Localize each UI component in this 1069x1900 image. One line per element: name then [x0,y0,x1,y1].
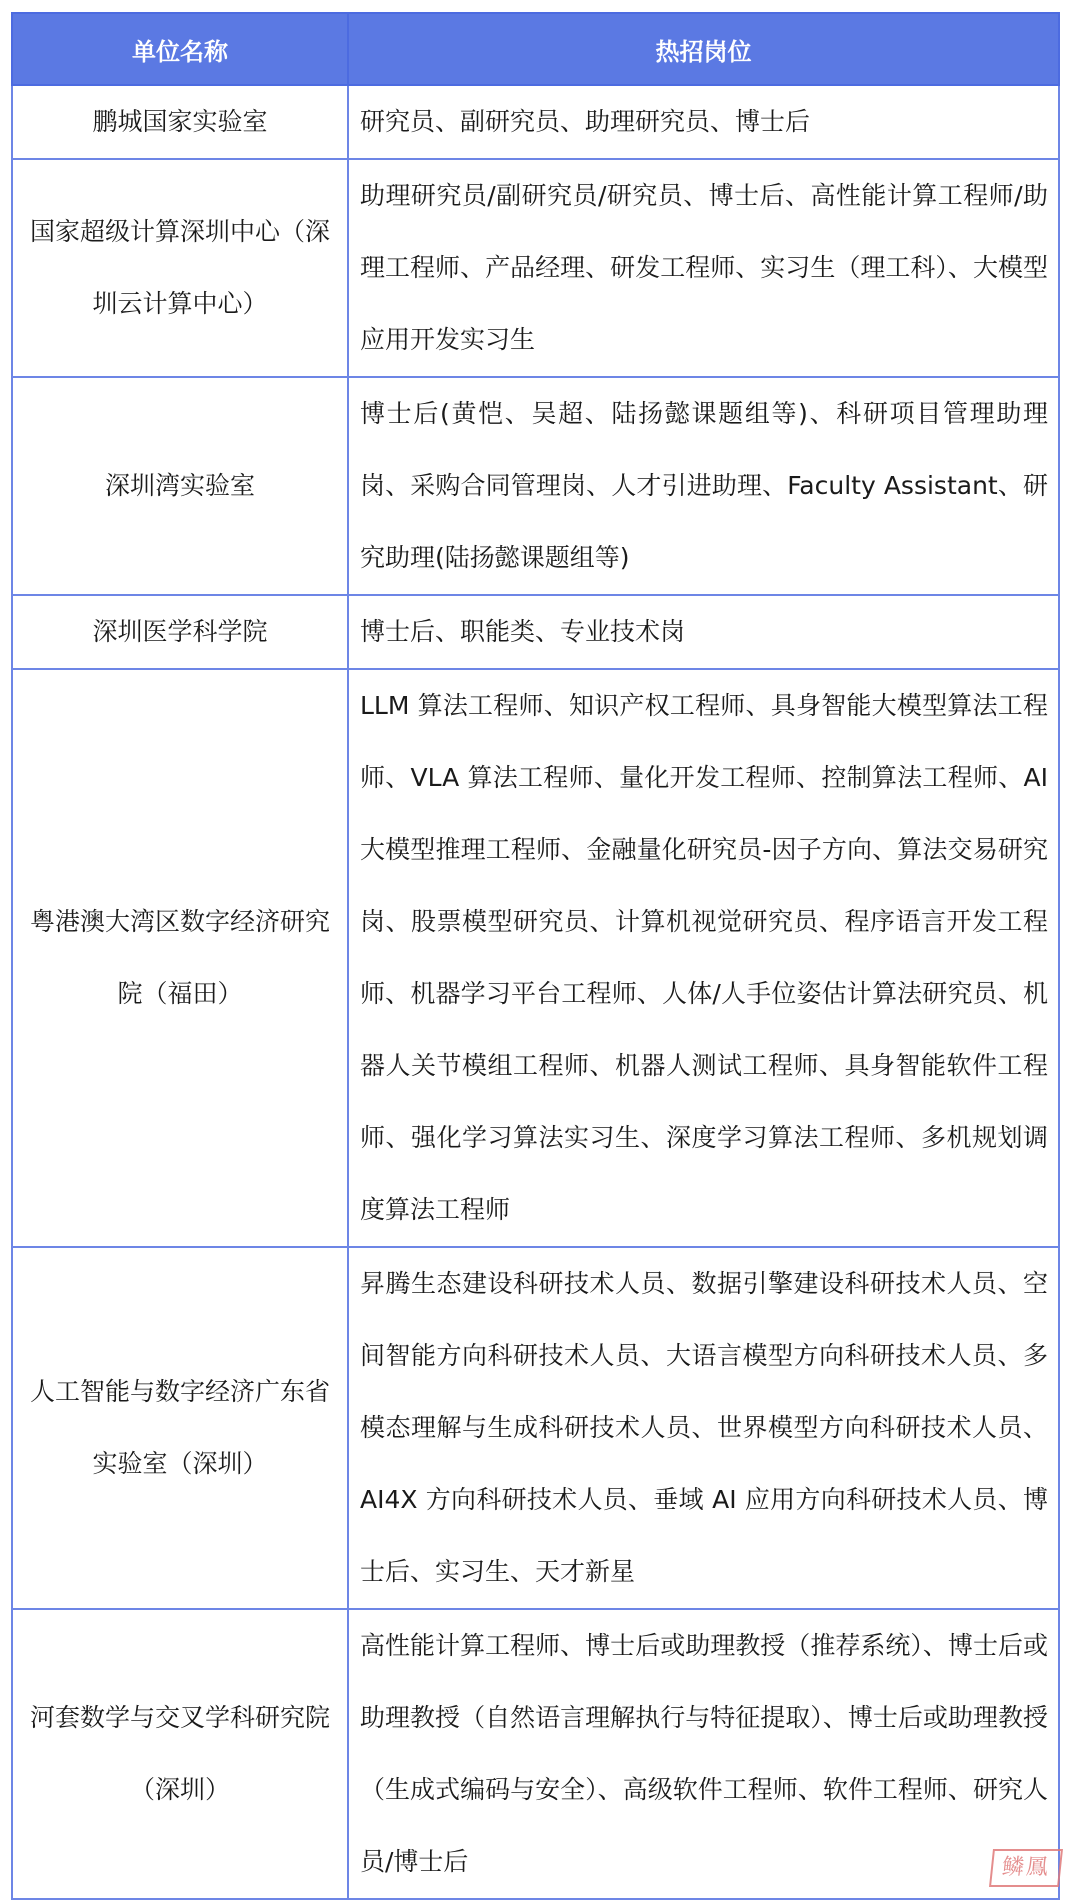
table-row [12,377,1059,595]
jobs-cell: 高性能计算工程师、博士后或助理教授（推荐系统）、博士后或助理教授（自然语言理解执行与特征提取）、博士后或助理教授（生成式编码与安全）、高级软件工程师、软件工程师、研究人员/博士后 [348,1609,1059,1899]
unit-cell: 国家超级计算深圳中心（深圳云计算中心） [12,159,348,377]
jobs-cell: 博士后、职能类、专业技术岗 [348,595,1059,669]
unit-cell: 深圳湾实验室 [12,377,348,595]
jobs-cell: 研究员、副研究员、助理研究员、博士后 [348,85,1059,159]
jobs-cell: 助理研究员/副研究员/研究员、博士后、高性能计算工程师/助理工程师、产品经理、研发工程师、实习生（理工科）、大模型应用开发实习生 [348,159,1059,377]
jobs-cell: 昇腾生态建设科研技术人员、数据引擎建设科研技术人员、空间智能方向科研技术人员、大语言模型方向科研技术人员、多模态理解与生成科研技术人员、世界模型方向科研技术人员、AI4X 方向科研技术人员、垂域 AI 应用方向科研技术人员、博士后、实习生、天才新星 [348,1247,1059,1609]
jobs-cell: 博士后(黄恺、吴超、陆扬懿课题组等)、科研项目管理助理岗、采购合同管理岗、人才引进助理、Faculty Assistant、研究助理(陆扬懿课题组等) [348,377,1059,595]
table-row [12,1609,1059,1899]
table-row [12,1247,1059,1609]
table-row [12,669,1059,1247]
jobs-cell: LLM 算法工程师、知识产权工程师、具身智能大模型算法工程师、VLA 算法工程师、量化开发工程师、控制算法工程师、AI 大模型推理工程师、金融量化研究员-因子方向、算法交易研究岗、股票模型研究员、计算机视觉研究员、程序语言开发工程师、机器学习平台工程师、人体/人手位姿估计算法研究员、机器人关节模组工程师、机器人测试工程师、具身智能软件工程师、强化学习算法实习生、深度学习算法工程师、多机规划调度算法工程师 [348,669,1059,1247]
column-header-jobs: 热招岗位 [348,13,1059,85]
table-row [12,595,1059,669]
unit-cell: 河套数学与交叉学科研究院（深圳） [12,1609,348,1899]
table-header-row [12,13,1059,85]
table-row [12,85,1059,159]
unit-cell: 深圳医学科学院 [12,595,348,669]
unit-cell: 人工智能与数字经济广东省实验室（深圳） [12,1247,348,1609]
jobs-table [11,12,1060,1900]
watermark-seal: 鳞鳳 [989,1849,1063,1887]
table-row [12,159,1059,377]
unit-cell: 粤港澳大湾区数字经济研究院（福田） [12,669,348,1247]
unit-cell: 鹏城国家实验室 [12,85,348,159]
column-header-unit: 单位名称 [12,13,348,85]
